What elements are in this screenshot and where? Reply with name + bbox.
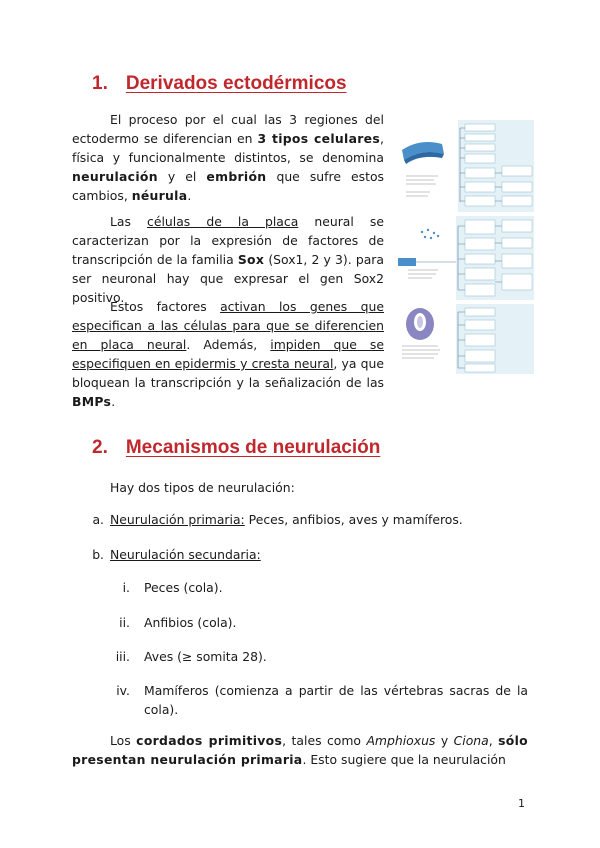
section-2-title: Mecanismos de neurulación [125,437,381,458]
bold-term: sólo presentan neurulación primaria [72,733,528,767]
section-2-heading [92,437,380,459]
text-run: , [488,733,499,748]
text-run: Los [110,733,137,748]
bold-term: Sox [237,252,265,267]
text-run: y [435,733,454,748]
bold-term: BMPs [72,394,112,409]
neurulation-intro: Hay dos tipos de neurulación: [110,480,295,495]
list-marker-b: b. [92,547,104,562]
bold-term: 3 tipos celulares [257,131,381,146]
text-run: . [187,188,192,203]
page-number: 1 [518,797,525,810]
text-run: neural se caracterizan por la expresión de factores de transcripción de la familia [72,214,384,267]
sub-marker-ii: ii. [119,615,130,630]
bold-term: embrión [206,169,267,184]
sub-marker-i: i. [122,580,130,595]
section-1-heading [92,73,347,95]
underlined-term: activan los genes que especifican a las células para que se diferencien en placa neural [72,299,384,352]
text-run: El proceso por el cual las 3 regiones del ectodermo se diferencian en [72,112,384,146]
text-run: Peces, anfibios, aves y mamíferos. [244,512,463,527]
paragraph-primitive-chordates [72,731,528,769]
section-2-number: 2. [92,437,108,458]
list-item-secondary-neurulation [110,545,261,564]
paragraph-ectoderm-regions [72,110,384,205]
sub-item-birds: Aves (≥ somita 28). [144,649,267,664]
text-run: Las [110,214,148,229]
text-run: . Además, [186,337,271,352]
paragraph-gene-activation [72,297,384,411]
sub-marker-iii: iii. [115,649,130,664]
list-marker-a: a. [92,512,104,527]
ectoderm-derivatives-diagram-icon [398,120,534,378]
list-item-primary-neurulation [110,510,463,529]
text-run: que sufre estos cambios, [72,169,385,203]
sub-item-fish: Peces (cola). [144,580,223,595]
paragraph-sox-factors [72,212,384,307]
italic-term: Amphioxus [366,733,436,748]
bold-term: cordados primitivos [136,733,283,748]
neural-crest-cells [421,229,439,239]
italic-term: Ciona [453,733,489,748]
text-run: . Esto sugiere que la neurulación [302,752,506,767]
underlined-term: Neurulación secundaria: [110,547,261,562]
sub-item-mammals: Mamíferos (comienza a partir de las vértebras sacras de la cola). [144,683,528,717]
text-run: , ya que bloquean la transcripción y la señalización de las [72,356,384,390]
text-run: . [111,394,116,409]
section-1-number: 1. [92,73,108,94]
underlined-term: células de la placa [147,214,299,229]
bold-term: neurulación [72,169,158,184]
neural-tube-drawing [406,308,434,340]
text-run: , física y funcionalmente distintos, se denomina [72,131,384,165]
underlined-term: Neurulación primaria: [110,512,245,527]
bold-term: néurula [131,188,188,203]
text-run: y el [157,169,207,184]
text-run: , tales como [282,733,367,748]
sub-item-amphibians: Anfibios (cola). [144,615,237,630]
section-1-title: Derivados ectodérmicos [125,73,347,94]
text-run: (Sox1, 2 y 3). para ser neuronal hay que expresar el gen Sox2 positivo. [72,252,384,305]
ectoderm-label-box [398,258,416,266]
text-run: Estos factores [110,299,221,314]
underlined-term: impiden que se especifiquen en epidermis y cresta neural [72,337,385,371]
sub-marker-iv: iv. [116,683,130,698]
